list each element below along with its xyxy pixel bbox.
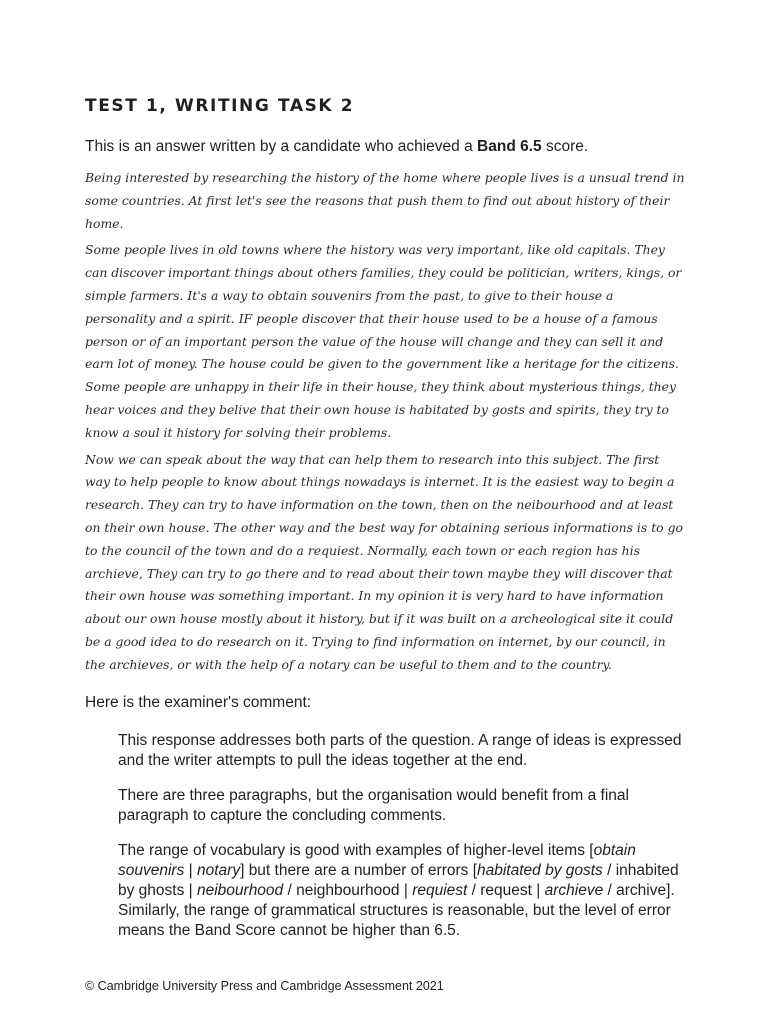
intro-before: This is an answer written by a candidate who achieved a: [85, 138, 478, 155]
comment-text: |: [184, 861, 197, 879]
comment-paragraph-2: There are three paragraphs, but the organisation would benefit from a final paragraph to capture the concluding comments.: [118, 786, 629, 824]
examiner-comment-heading: Here is the examiner's comment:: [85, 693, 312, 711]
band-score: Band 6.5: [477, 138, 542, 155]
comment-text: / request |: [467, 881, 545, 899]
essay-paragraph-2: Some people lives in old towns where the history was very important, like old capitals. They can discover important things about others families, they could be politician, writers, kings, or simple farmers. It's a way to obtain souvenirs from the past, to give to their house a personality and a spirit. IF people discover that their house used to be a house of a famous person or of an important person the value of the house will change and they can sell it and earn lot of money. The house could be given to the government like a heritage for the citizens. Some people are unhappy in their life in their house, they think about mysterious things, they hear voices and they belive that their own house is habitated by gosts and spirits, they try to know a soul it history for solving their problems.: [85, 242, 682, 440]
comment-text: The range of vocabulary is good with examples of higher-level items [: [118, 841, 594, 859]
page-content: [85, 96, 685, 956]
comment-example: notary: [196, 861, 241, 879]
essay-paragraph-3: Now we can speak about the way that can help them to research into this subject. The first way to help people to know about things nowadays is internet. It is the easiest way to begin a research. They can try to have information on the town, then on the neibourhood and at least on their own house. The other way and the best way for obtaining serious informations is to go to the council of the town and do a requiest. Normally, each town or each region has his archieve, They can try to go there and to read about their town maybe they will discover that their own house was something important. In my opinion it is very hard to have information about our own house mostly about it history, but if it was built on a archeological site it could be a good idea to do research on it. Trying to find information on internet, by our council, in the archieves, or with the help of a notary can be useful to them and to the country.: [85, 451, 683, 672]
intro-after: score.: [541, 138, 589, 155]
comment-example: archieve: [544, 881, 604, 899]
comment-example: obtain souvenirs: [118, 841, 636, 879]
comment-paragraph-3: [118, 841, 684, 941]
examiner-comments: [118, 731, 684, 941]
candidate-essay: [85, 167, 687, 677]
comment-text: ] but there are a number of errors [: [240, 861, 477, 879]
comment-example: neibourhood: [196, 881, 284, 899]
comment-paragraph-1: This response addresses both parts of the question. A range of ideas is expressed and the writer attempts to pull the ideas together at the end.: [118, 731, 682, 769]
comment-text: / archive]. Similarly, the range of grammatical structures is reasonable, but the level of error means the Band Score cannot be higher than 6.5.: [118, 881, 675, 939]
intro-text: [85, 137, 685, 157]
page-title: TEST 1, WRITING TASK 2: [85, 96, 355, 116]
comment-text: / neighbourhood |: [283, 881, 413, 899]
essay-paragraph-1: Being interested by researching the history of the home where people lives is a unsual trend in some countries. At first let's see the reasons that push them to find out about history of their home.: [85, 170, 685, 231]
comment-example: requiest: [412, 881, 468, 899]
comment-example: habitated by gosts: [477, 861, 603, 879]
comment-text: / inhabited by ghosts |: [118, 861, 679, 899]
copyright-footer: © Cambridge University Press and Cambridge Assessment 2021: [85, 979, 444, 993]
